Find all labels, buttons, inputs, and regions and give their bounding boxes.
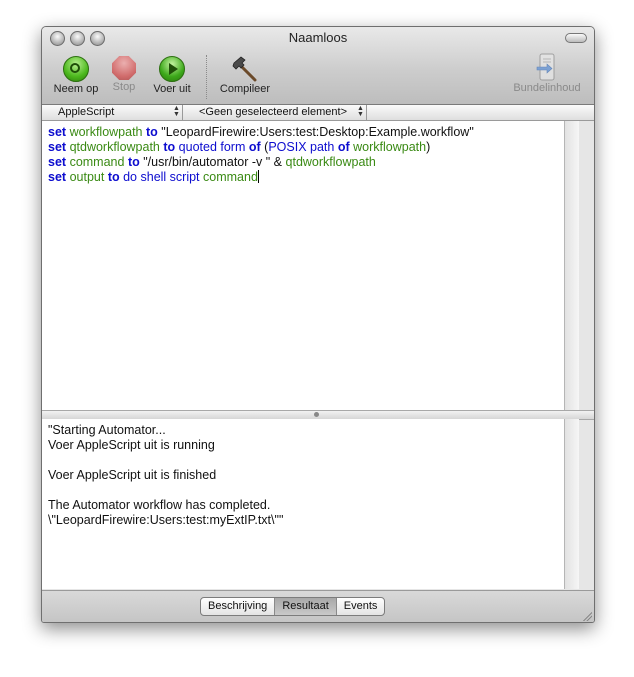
view-tabs [200,597,385,616]
tab-events[interactable]: Events [343,600,378,612]
language-value: AppleScript [58,106,115,118]
tab-result[interactable]: Resultaat [275,598,336,615]
result-line: Voer AppleScript uit is finished [48,468,217,482]
result-line: \"LeopardFirewire:Users:test:myExtIP.txt\"" [48,513,284,527]
result-scrollbar[interactable] [564,419,579,589]
compile-button[interactable] [214,56,276,95]
compile-label: Compileer [219,83,271,95]
bundle-contents-label: Bundelinhoud [513,82,581,94]
script-editor[interactable] [42,121,579,410]
bundle-drawer-icon [534,53,560,81]
language-selector[interactable] [42,105,183,120]
script-line: set workflowpath to "LeopardFirewire:Users:test:Desktop:Example.workflow" [48,125,474,139]
record-label: Neem op [53,83,99,95]
text-cursor [258,170,259,183]
titlebar [42,27,594,105]
result-line: Voer AppleScript uit is running [48,438,215,452]
script-line: set command to "/usr/bin/automator -v " & qtdworkflowpath [48,155,376,169]
run-button[interactable] [148,56,196,95]
record-icon [63,56,89,82]
result-line: The Automator workflow has completed. [48,498,271,512]
stop-label: Stop [112,81,136,93]
window-title: Naamloos [288,30,348,45]
navigation-bar [42,105,594,121]
toolbar-toggle-button[interactable] [565,33,587,43]
toolbar-separator [206,55,207,99]
script-line: set output to do shell script command [48,170,258,184]
bundle-contents-button[interactable] [508,56,586,94]
popup-arrows-icon: ▲ ▼ [357,105,364,118]
run-label: Voer uit [153,83,191,95]
element-selector[interactable] [183,105,367,120]
script-editor-window [41,26,595,623]
stop-icon [112,56,136,80]
result-line: "Starting Automator... [48,423,166,437]
editor-scrollbar[interactable] [564,121,579,410]
element-value: <Geen geselecteerd element> [199,106,347,118]
popup-arrows-icon: ▲ ▼ [173,105,180,118]
resize-grip-icon[interactable] [582,611,592,621]
tab-description[interactable]: Beschrijving [201,598,275,615]
play-icon [159,56,185,82]
result-pane[interactable] [42,419,579,589]
script-line: set qtdworkflowpath to quoted form of (POSIX path of workflowpath) [48,140,431,154]
hammer-icon [231,56,259,82]
record-button[interactable] [52,56,100,95]
stop-button[interactable] [108,56,140,93]
bottom-bar [42,590,594,623]
splitter-handle[interactable] [314,412,319,417]
